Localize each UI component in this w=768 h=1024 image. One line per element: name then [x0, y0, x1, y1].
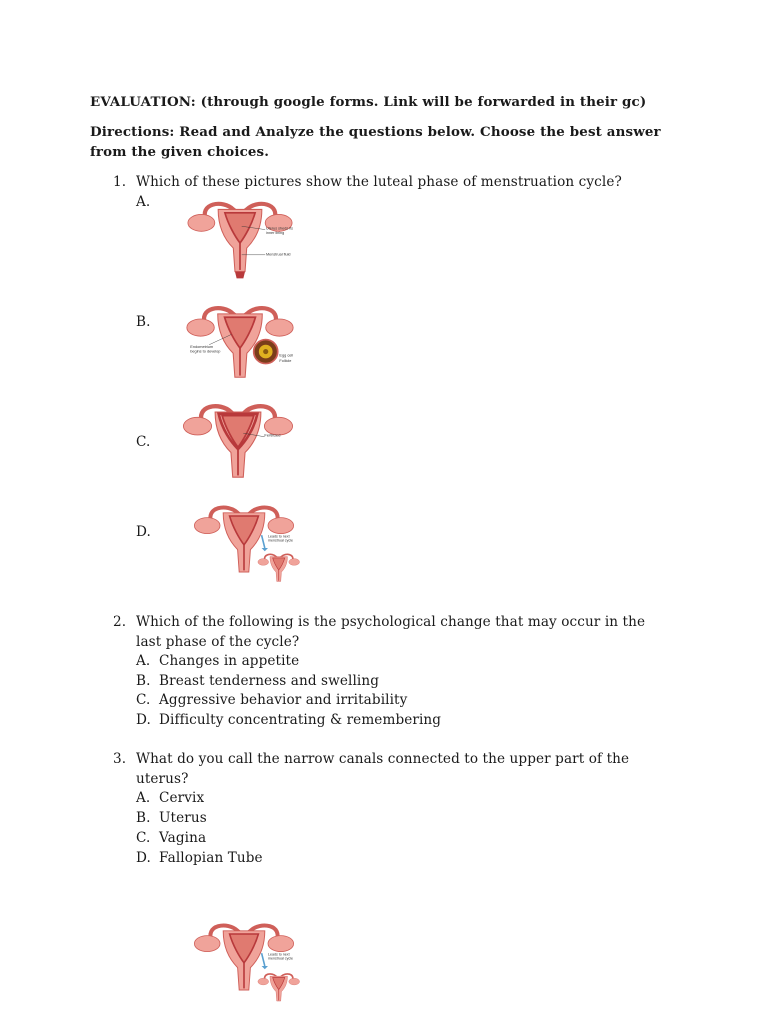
question-2-choice-d-text[interactable]: Difficulty concentrating & remembering [159, 712, 442, 728]
question-3-choice-b-letter[interactable]: B. [136, 810, 151, 826]
page-title: EVALUATION: (through google forms. Link will be forwarded in their gc) [90, 94, 647, 110]
figure-d-label-2: menstrual cycle [268, 538, 293, 543]
question-3-number: 3. [113, 751, 127, 767]
question-2-choice-b-text[interactable]: Breast tenderness and swelling [159, 673, 380, 689]
question-2-choice-c-text[interactable]: Aggressive behavior and irritability [159, 692, 408, 708]
question-2-choice-d-letter[interactable]: D. [136, 712, 151, 728]
question-3-choice-a-letter[interactable]: A. [136, 790, 151, 806]
directions-line-1: Directions: Read and Analyze the questions below. Choose the best answer [90, 124, 661, 140]
question-2-number: 2. [113, 614, 127, 630]
question-3-choice-d-text[interactable]: Fallopian Tube [159, 850, 263, 866]
question-3-choice-d-letter[interactable]: D. [136, 850, 151, 866]
question-3-text-line-2: uterus? [136, 771, 189, 787]
question-1-choice-b-letter[interactable]: B. [136, 314, 151, 330]
question-1-text: Which of these pictures show the luteal phase of menstruation cycle? [136, 174, 622, 190]
figure-b-label-1: Endometrium [190, 345, 214, 350]
figure-b-label-4: Follicle [279, 358, 292, 363]
uterus-follicular-phase-figure [180, 300, 300, 386]
question-2-choice-a-letter[interactable]: A. [136, 653, 151, 669]
question-2-choice-b-letter[interactable]: B. [136, 673, 151, 689]
question-2-choice-a-text[interactable]: Changes in appetite [159, 653, 300, 669]
figure-b-label-2: begins to develop [190, 349, 221, 354]
question-1-number: 1. [113, 174, 127, 190]
question-3-choice-a-text[interactable]: Cervix [159, 790, 205, 806]
question-1-choice-d-letter[interactable]: D. [136, 524, 151, 540]
bottom-figure-label-1: Leads to next [268, 952, 290, 957]
bottom-figure-label-2: menstrual cycle [268, 956, 293, 961]
question-3-text-line-1: What do you call the narrow canals connected to the upper part of the [136, 751, 630, 767]
uterus-menstrual-phase-figure [180, 196, 300, 280]
figure-a-label-1: Uterus sheds its [266, 226, 294, 231]
figure-a-label-2: inner lining [266, 230, 285, 235]
question-3-choice-b-text[interactable]: Uterus [159, 810, 207, 826]
question-1-choice-c-letter[interactable]: C. [136, 434, 151, 450]
question-3-choice-c-text[interactable]: Vagina [159, 830, 207, 846]
uterus-bottom-figure [188, 918, 300, 1022]
question-2-text-line-2: last phase of the cycle? [136, 634, 300, 650]
figure-a-label-3: Menstrual fluid [266, 252, 291, 257]
question-2-choice-c-letter[interactable]: C. [136, 692, 151, 708]
question-3-choice-c-letter[interactable]: C. [136, 830, 151, 846]
uterus-luteal-phase-figure [188, 500, 300, 592]
question-2-text-line-1: Which of the following is the psychological change that may occur in the [136, 614, 646, 630]
uterus-ovulation-phase-figure [176, 398, 300, 486]
directions-line-2: from the given choices. [90, 144, 270, 160]
figure-c-label-1: Fertilized [264, 432, 281, 438]
figure-b-label-3: Egg cell [279, 353, 294, 358]
question-1-choice-a-letter[interactable]: A. [136, 194, 151, 210]
figure-d-label-1: Leads to next [268, 534, 290, 539]
